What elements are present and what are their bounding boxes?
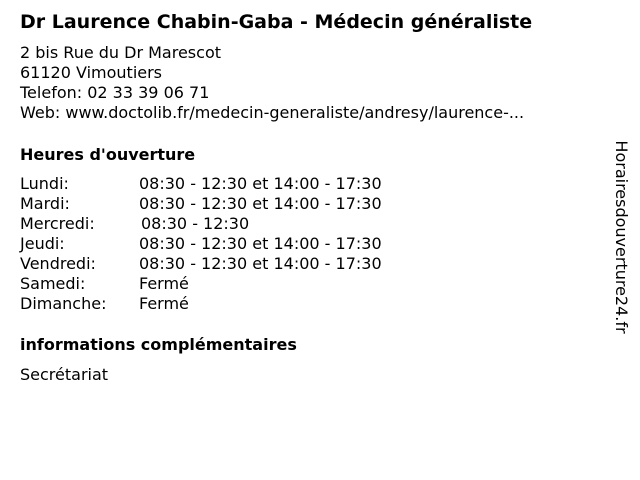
day-label: Mercredi: (20, 214, 95, 233)
watermark (608, 0, 634, 480)
opening-hours-heading: Heures d'ouverture (20, 145, 196, 164)
day-label: Jeudi: (20, 234, 65, 253)
website-link[interactable]: Web: www.doctolib.fr/medecin-generaliste/andresy/laurence-... (20, 103, 525, 122)
watermark-text: Horairesdouverture24.fr (612, 140, 631, 334)
time-value: Fermé (139, 294, 189, 313)
day-label: Lundi: (20, 174, 69, 193)
phone-number: Telefon: 02 33 39 06 71 (20, 83, 210, 102)
time-value: 08:30 - 12:30 et 14:00 - 17:30 (139, 234, 382, 253)
day-label: Samedi: (20, 274, 86, 293)
city-postcode: 61120 Vimoutiers (20, 63, 163, 82)
contact-info (20, 43, 524, 123)
day-label: Dimanche: (20, 294, 107, 313)
time-value: Fermé (139, 274, 189, 293)
additional-info-text: Secrétariat (20, 365, 109, 384)
time-value: 08:30 - 12:30 et 14:00 - 17:30 (139, 194, 382, 213)
day-label: Mardi: (20, 194, 70, 213)
street-address: 2 bis Rue du Dr Marescot (20, 43, 221, 62)
time-value: 08:30 - 12:30 et 14:00 - 17:30 (139, 254, 382, 273)
additional-info-heading: informations complémentaires (20, 335, 297, 354)
time-value: 08:30 - 12:30 (141, 214, 250, 233)
page-title: Dr Laurence Chabin-Gaba - Médecin généraliste (20, 11, 533, 33)
day-label: Vendredi: (20, 254, 96, 273)
time-value: 08:30 - 12:30 et 14:00 - 17:30 (139, 174, 382, 193)
